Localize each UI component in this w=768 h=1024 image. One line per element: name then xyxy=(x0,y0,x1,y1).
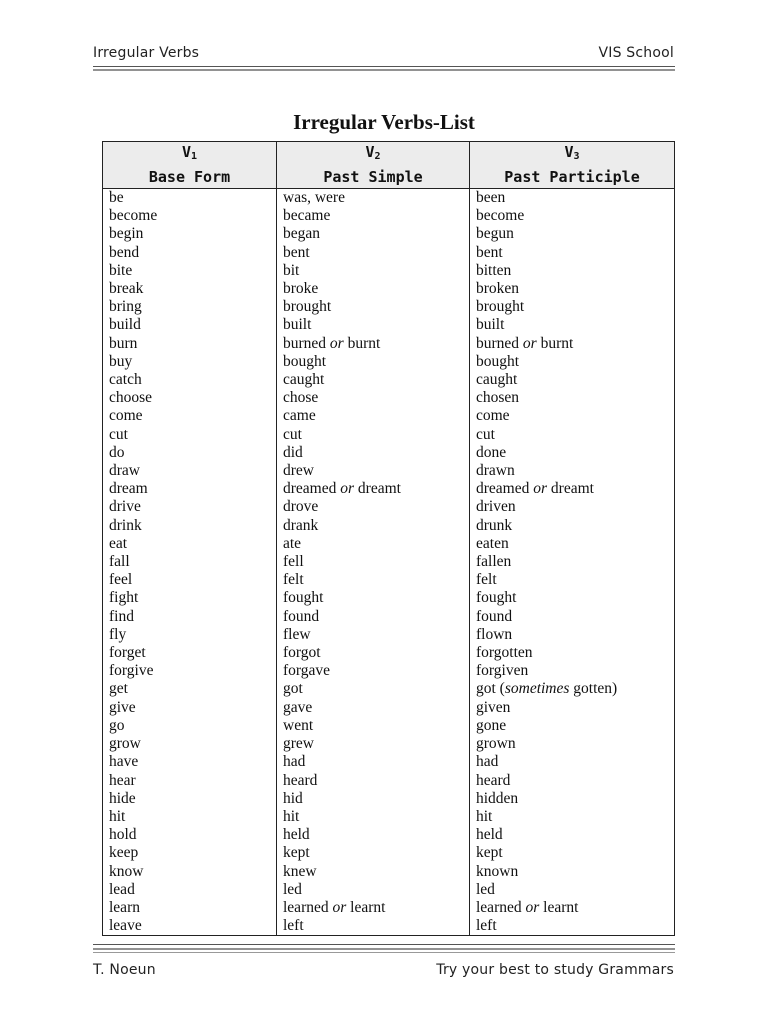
cell-base-form: begin xyxy=(103,225,277,243)
cell-past-simple: chose xyxy=(277,389,470,407)
cell-past-simple: forgot xyxy=(277,644,470,662)
cell-past-participle: hit xyxy=(470,808,675,826)
table-row xyxy=(103,189,675,208)
cell-past-participle: bent xyxy=(470,244,675,262)
table-row xyxy=(103,316,675,334)
footer-rule-double xyxy=(93,948,675,950)
cell-past-participle: dreamed or dreamt xyxy=(470,480,675,498)
cell-base-form: learn xyxy=(103,899,277,917)
cell-past-participle: fallen xyxy=(470,553,675,571)
cell-past-simple: hid xyxy=(277,790,470,808)
cell-base-form: come xyxy=(103,407,277,425)
cell-past-simple: broke xyxy=(277,280,470,298)
cell-base-form: buy xyxy=(103,353,277,371)
cell-base-form: become xyxy=(103,207,277,225)
cell-past-simple: learned or learnt xyxy=(277,899,470,917)
cell-base-form: catch xyxy=(103,371,277,389)
column-label: Base Form xyxy=(148,168,231,186)
cell-base-form: dream xyxy=(103,480,277,498)
table-row xyxy=(103,280,675,298)
cell-past-participle: grown xyxy=(470,735,675,753)
cell-base-form: hear xyxy=(103,772,277,790)
cell-base-form: eat xyxy=(103,535,277,553)
footer-left: T. Noeun xyxy=(93,962,156,978)
cell-past-simple: was, were xyxy=(277,189,470,208)
table-row xyxy=(103,517,675,535)
cell-base-form: keep xyxy=(103,844,277,862)
cell-past-simple: fell xyxy=(277,553,470,571)
cell-past-participle: learned or learnt xyxy=(470,899,675,917)
footer-right: Try your best to study Grammars xyxy=(436,962,674,978)
cell-past-participle: held xyxy=(470,826,675,844)
table-row xyxy=(103,899,675,917)
cell-base-form: burn xyxy=(103,335,277,353)
cell-past-simple: bent xyxy=(277,244,470,262)
cell-base-form: forgive xyxy=(103,662,277,680)
cell-past-participle: been xyxy=(470,189,675,208)
cell-past-simple: burned or burnt xyxy=(277,335,470,353)
cell-past-simple: dreamed or dreamt xyxy=(277,480,470,498)
cell-past-participle: given xyxy=(470,699,675,717)
cell-past-simple: drew xyxy=(277,462,470,480)
table-row xyxy=(103,335,675,353)
cell-base-form: hold xyxy=(103,826,277,844)
cell-past-participle: had xyxy=(470,753,675,771)
table-row xyxy=(103,589,675,607)
cell-past-simple: fought xyxy=(277,589,470,607)
table-row xyxy=(103,826,675,844)
cell-past-simple: drank xyxy=(277,517,470,535)
cell-past-simple: did xyxy=(277,444,470,462)
table-row xyxy=(103,608,675,626)
cell-past-simple: knew xyxy=(277,863,470,881)
cell-past-participle: caught xyxy=(470,371,675,389)
cell-base-form: have xyxy=(103,753,277,771)
cell-past-simple: hit xyxy=(277,808,470,826)
verbs-table xyxy=(102,141,675,936)
cell-base-form: hit xyxy=(103,808,277,826)
column-v-letter: V xyxy=(564,143,574,161)
cell-past-participle: hidden xyxy=(470,790,675,808)
table-row xyxy=(103,298,675,316)
cell-past-participle: driven xyxy=(470,498,675,516)
table-row xyxy=(103,717,675,735)
cell-base-form: build xyxy=(103,316,277,334)
cell-past-simple: held xyxy=(277,826,470,844)
column-label: Past Simple xyxy=(323,168,423,186)
table-row xyxy=(103,844,675,862)
table-header-row xyxy=(103,142,675,189)
cell-past-simple: came xyxy=(277,407,470,425)
table-row xyxy=(103,808,675,826)
cell-base-form: find xyxy=(103,608,277,626)
cell-base-form: be xyxy=(103,189,277,208)
table-row xyxy=(103,426,675,444)
cell-base-form: break xyxy=(103,280,277,298)
cell-base-form: feel xyxy=(103,571,277,589)
column-v-letter: V xyxy=(365,143,375,161)
cell-base-form: lead xyxy=(103,881,277,899)
header-rule-double xyxy=(93,69,675,71)
table-row xyxy=(103,444,675,462)
column-header-v1 xyxy=(103,142,277,189)
column-label: Past Participle xyxy=(504,168,640,186)
column-v-subscript: 3 xyxy=(573,151,580,162)
header-left: Irregular Verbs xyxy=(93,45,200,61)
cell-base-form: drink xyxy=(103,517,277,535)
cell-base-form: fall xyxy=(103,553,277,571)
cell-past-participle: broken xyxy=(470,280,675,298)
table-row xyxy=(103,735,675,753)
cell-base-form: bite xyxy=(103,262,277,280)
cell-past-participle: built xyxy=(470,316,675,334)
cell-past-simple: gave xyxy=(277,699,470,717)
cell-past-participle: forgiven xyxy=(470,662,675,680)
table-row xyxy=(103,389,675,407)
cell-base-form: do xyxy=(103,444,277,462)
cell-past-participle: begun xyxy=(470,225,675,243)
cell-base-form: hide xyxy=(103,790,277,808)
cell-past-simple: became xyxy=(277,207,470,225)
cell-past-simple: bought xyxy=(277,353,470,371)
table-row xyxy=(103,571,675,589)
cell-past-simple: forgave xyxy=(277,662,470,680)
column-v-subscript: 1 xyxy=(191,151,198,162)
table-row xyxy=(103,626,675,644)
cell-past-participle: cut xyxy=(470,426,675,444)
cell-past-simple: got xyxy=(277,680,470,698)
table-row xyxy=(103,917,675,936)
cell-past-participle: forgotten xyxy=(470,644,675,662)
cell-past-participle: gone xyxy=(470,717,675,735)
cell-past-simple: felt xyxy=(277,571,470,589)
cell-base-form: cut xyxy=(103,426,277,444)
table-row xyxy=(103,244,675,262)
cell-base-form: fight xyxy=(103,589,277,607)
cell-base-form: give xyxy=(103,699,277,717)
cell-past-simple: bit xyxy=(277,262,470,280)
footer-rule xyxy=(93,944,675,945)
cell-past-participle: fought xyxy=(470,589,675,607)
cell-past-simple: ate xyxy=(277,535,470,553)
cell-past-participle: eaten xyxy=(470,535,675,553)
cell-past-participle: drawn xyxy=(470,462,675,480)
table-row xyxy=(103,262,675,280)
cell-past-participle: drunk xyxy=(470,517,675,535)
footer-rule-thin xyxy=(93,952,675,953)
verbs-table-body xyxy=(103,189,675,936)
cell-past-simple: flew xyxy=(277,626,470,644)
cell-past-simple: built xyxy=(277,316,470,334)
cell-past-participle: bitten xyxy=(470,262,675,280)
cell-past-participle: burned or burnt xyxy=(470,335,675,353)
cell-past-participle: known xyxy=(470,863,675,881)
column-header-v2 xyxy=(277,142,470,189)
cell-past-simple: had xyxy=(277,753,470,771)
header-rule xyxy=(93,66,675,67)
cell-past-participle: got (sometimes gotten) xyxy=(470,680,675,698)
column-header-v3 xyxy=(470,142,675,189)
cell-past-participle: come xyxy=(470,407,675,425)
cell-past-simple: grew xyxy=(277,735,470,753)
cell-past-simple: began xyxy=(277,225,470,243)
table-row xyxy=(103,772,675,790)
table-row xyxy=(103,863,675,881)
cell-past-participle: found xyxy=(470,608,675,626)
cell-past-simple: left xyxy=(277,917,470,936)
table-row xyxy=(103,353,675,371)
cell-base-form: choose xyxy=(103,389,277,407)
header-right: VIS School xyxy=(598,45,674,61)
cell-past-participle: led xyxy=(470,881,675,899)
cell-past-simple: drove xyxy=(277,498,470,516)
cell-base-form: bring xyxy=(103,298,277,316)
table-row xyxy=(103,480,675,498)
cell-past-simple: brought xyxy=(277,298,470,316)
table-row xyxy=(103,699,675,717)
cell-base-form: know xyxy=(103,863,277,881)
table-row xyxy=(103,535,675,553)
cell-past-simple: cut xyxy=(277,426,470,444)
column-v-subscript: 2 xyxy=(374,151,381,162)
table-row xyxy=(103,680,675,698)
cell-past-simple: caught xyxy=(277,371,470,389)
cell-past-simple: led xyxy=(277,881,470,899)
table-row xyxy=(103,462,675,480)
cell-past-participle: become xyxy=(470,207,675,225)
cell-past-participle: heard xyxy=(470,772,675,790)
column-v-letter: V xyxy=(181,143,191,161)
cell-base-form: leave xyxy=(103,917,277,936)
table-row xyxy=(103,881,675,899)
cell-past-participle: felt xyxy=(470,571,675,589)
table-row xyxy=(103,790,675,808)
table-row xyxy=(103,225,675,243)
table-row xyxy=(103,662,675,680)
cell-base-form: fly xyxy=(103,626,277,644)
cell-past-participle: kept xyxy=(470,844,675,862)
cell-past-participle: done xyxy=(470,444,675,462)
cell-past-simple: found xyxy=(277,608,470,626)
page-title: Irregular Verbs-List xyxy=(293,110,475,134)
table-row xyxy=(103,753,675,771)
cell-past-participle: left xyxy=(470,917,675,936)
cell-past-participle: chosen xyxy=(470,389,675,407)
cell-base-form: forget xyxy=(103,644,277,662)
cell-past-simple: heard xyxy=(277,772,470,790)
table-row xyxy=(103,207,675,225)
cell-base-form: drive xyxy=(103,498,277,516)
cell-past-simple: went xyxy=(277,717,470,735)
table-row xyxy=(103,407,675,425)
table-row xyxy=(103,498,675,516)
cell-past-simple: kept xyxy=(277,844,470,862)
cell-past-participle: flown xyxy=(470,626,675,644)
table-row xyxy=(103,371,675,389)
cell-past-participle: brought xyxy=(470,298,675,316)
cell-base-form: bend xyxy=(103,244,277,262)
cell-base-form: go xyxy=(103,717,277,735)
cell-base-form: grow xyxy=(103,735,277,753)
table-row xyxy=(103,644,675,662)
table-row xyxy=(103,553,675,571)
cell-past-participle: bought xyxy=(470,353,675,371)
cell-base-form: draw xyxy=(103,462,277,480)
cell-base-form: get xyxy=(103,680,277,698)
